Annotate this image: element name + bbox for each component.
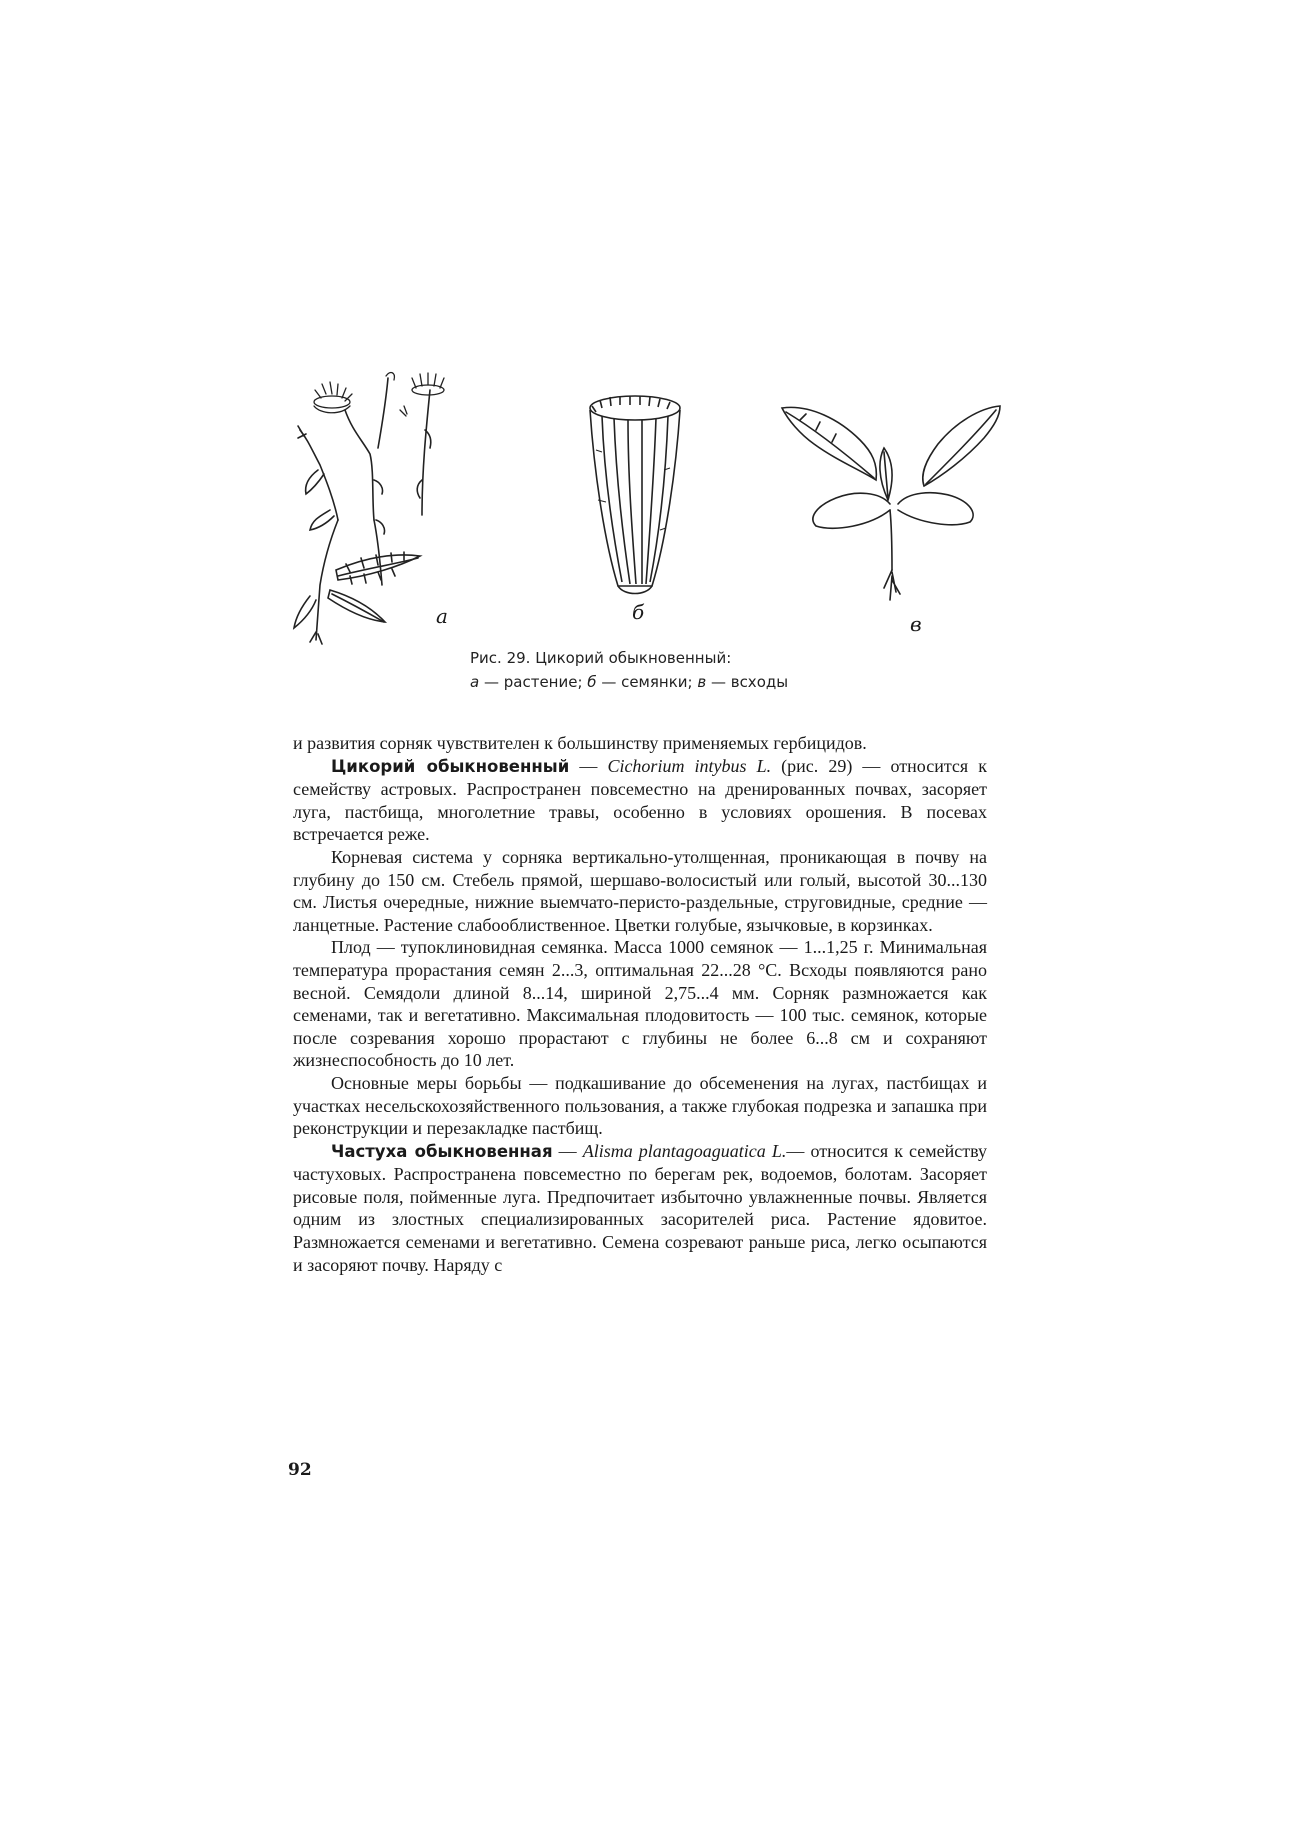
seedling-illustration	[780, 400, 1010, 640]
caption-letter: б	[587, 673, 597, 691]
caption-text: — растение;	[479, 673, 588, 691]
term: Частуха обыкновенная	[331, 1141, 553, 1161]
caption-text: — всходы	[706, 673, 789, 691]
paragraph	[293, 1140, 987, 1277]
figure-letter-a: а	[436, 604, 448, 628]
seed-illustration	[580, 390, 690, 610]
caption-letter: а	[470, 673, 480, 691]
dash: —	[552, 1140, 583, 1161]
figure-29	[290, 370, 1010, 660]
figure-letter-c: в	[910, 612, 922, 636]
paragraph: Плод — тупоклиновидная семянка. Масса 1000 семянок — 1...1,25 г. Минимальная температура прорастания семян 2...3, оптимальная 22...28 °С. Всходы появляются рано весной. Семядоли длиной 8...14, шириной 2,75...4 мм. Сорняк размножается как семенами, так и вегетативно. Максимальная плодовитость — 100 тыс. семянок, которые после созревания хорошо прорастают с глубины не более 6...8 см и сохраняют жизнеспособность до 10 лет.	[293, 937, 987, 1071]
paragraph-text: (рис. 29) — относится к семейству астровых. Распространен повсеместно на дренированных почвах, засоряет луга, пастбища, многолетние травы, особенно в условиях орошения. В посевах встречается реже.	[293, 755, 987, 845]
paragraph: Основные меры борьбы — подкашивание до обсеменения на лугах, пастбищах и участках несельскохозяйственного пользования, а также глубокая подрезка и запашка при реконструкции и перезакладке пастбищ.	[293, 1072, 987, 1139]
paragraph-text: — относится к семейству частуховых. Распространена повсеместно по берегам рек, водоемов, болотам. Засоряет рисовые поля, пойменные луга. Предпочитает избыточно увлажненные почвы. Является одним из злостных специализированных засорителей риса. Растение ядовитое. Размножается семенами и вегетативно. Семена созревают раньше риса, легко осыпаются и засоряют почву. Наряду с	[293, 1140, 987, 1275]
paragraph: Корневая система у сорняка вертикально-утолщенная, проникающая в почву на глубину до 150 см. Стебель прямой, шершаво-волосистый или голый, высотой 30...130 см. Листья очередные, нижние выемчато-перисто-раздельные, струговидные, средние — ланцетные. Растение слабооблиственное. Цветки голубые, язычковые, в корзинках.	[293, 846, 987, 935]
figure-caption	[470, 646, 970, 694]
caption-text: — семянки;	[596, 673, 698, 691]
latin-name: Cichorium intybus L.	[607, 755, 772, 776]
caption-legend	[470, 670, 970, 694]
body-text	[293, 732, 987, 1276]
dash: —	[569, 755, 608, 776]
caption-title: Рис. 29. Цикорий обыкновенный:	[470, 649, 732, 667]
figure-letter-b: б	[632, 600, 645, 624]
latin-name: Alisma plantagoaguatica L.	[582, 1140, 787, 1161]
term: Цикорий обыкновенный	[331, 756, 570, 776]
paragraph	[293, 755, 987, 846]
caption-letter: в	[697, 673, 707, 691]
paragraph: и развития сорняк чувствителен к большинству применяемых гербицидов.	[293, 733, 867, 753]
page-number: 92	[288, 1460, 312, 1480]
